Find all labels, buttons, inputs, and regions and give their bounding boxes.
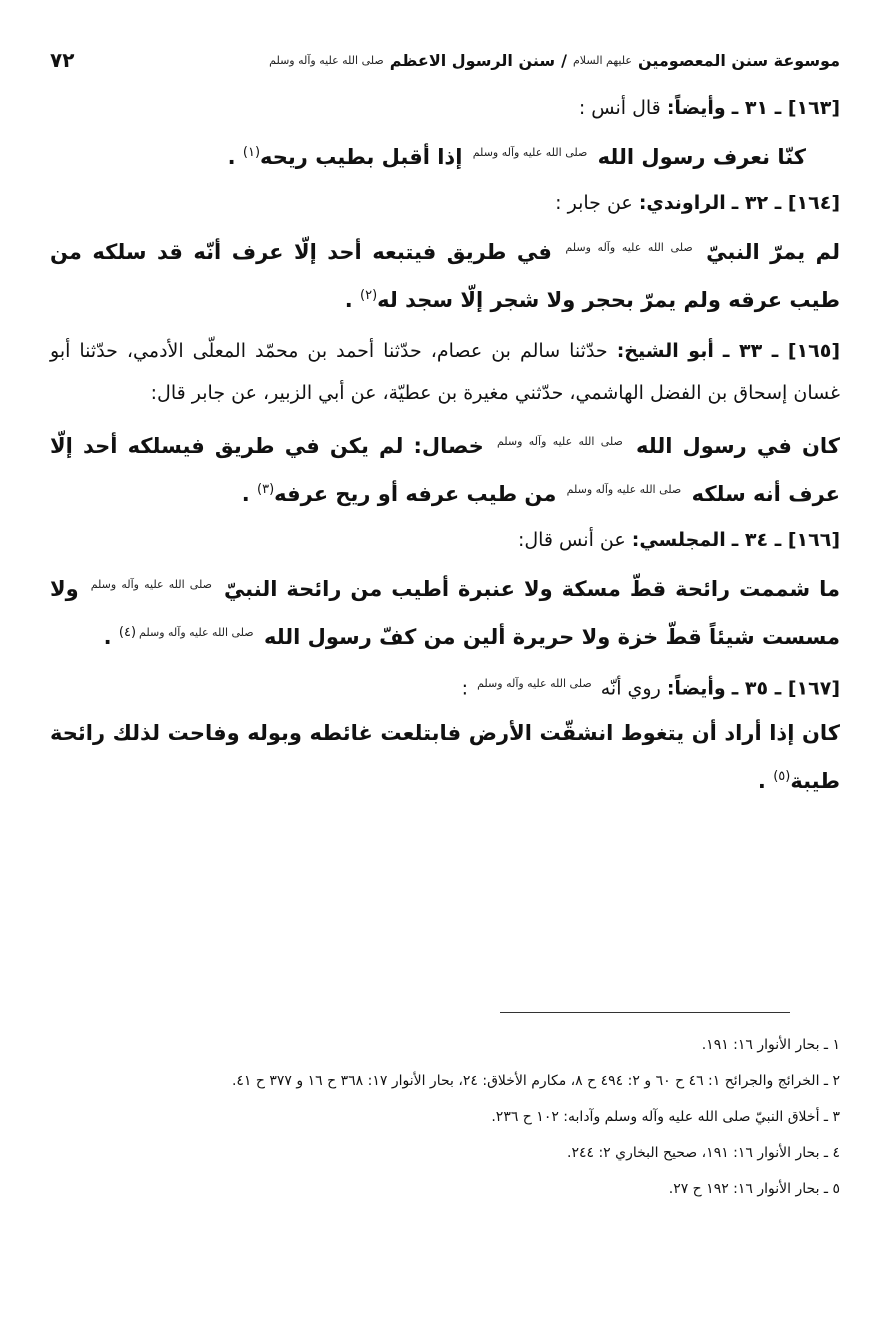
entry-number: [١٦٤] ـ ٣٢ ـ [731, 192, 840, 214]
hadith-text-part: كان إذا أراد أن يتغوط انشقّت الأرض فابتلعت غائطه وبوله وفاحت لذلك رائحة طيبة [50, 721, 840, 794]
entry-isnad: عن جابر : [555, 192, 633, 214]
footnote-ref: (١) [242, 145, 261, 160]
salawat-glyph: صلى الله عليه وآله وسلم [566, 483, 682, 496]
entry-number: [١٦٥] ـ ٣٣ ـ [722, 340, 841, 362]
footnote: ٥ ـ بحار الأنوار ١٦: ١٩٢ ح ٢٧. [668, 1181, 840, 1197]
footnote: ٣ ـ أخلاق النبيّ صلى الله عليه وآله وسلم وآدابه: ١٠٢ ح ٢٣٦. [491, 1109, 840, 1125]
hadith-text-part: ما شممت رائحة قطّ مسكة ولا عنبرة أطيب من رائحة النبيّ [223, 577, 841, 601]
hadith-text-part: لم يمرّ النبيّ [706, 240, 840, 264]
entry-source: الراوندي: [638, 192, 726, 214]
hadith-entry [50, 667, 840, 803]
entry-isnad: روي أنّه [600, 677, 661, 700]
volume-title: سنن الرسول الاعظم [389, 50, 556, 70]
entry-number: [١٦٧] ـ ٣٥ ـ [731, 677, 840, 700]
salawat-glyph: صلى الله عليه وآله وسلم [139, 626, 254, 639]
page-header [50, 40, 840, 80]
salawat-glyph: صلى الله عليه وآله وسلم [565, 241, 693, 254]
hadith-entry [50, 330, 840, 516]
entry-heading [50, 92, 840, 125]
entry-source: وأيضاً: [666, 97, 726, 119]
volume-honorific: صلى الله عليه وآله وسلم [269, 53, 384, 67]
hadith-text [50, 711, 840, 803]
entry-heading [50, 524, 840, 557]
entry-heading [50, 187, 840, 220]
entry-isnad: قال أنس : [578, 97, 661, 119]
hadith-text-part: كنّا نعرف رسول الله [597, 145, 806, 169]
salawat-glyph: صلى الله عليه وآله وسلم [90, 578, 212, 591]
hadith-text [50, 420, 840, 516]
sentence-end: . [757, 769, 766, 794]
hadith-text [50, 563, 840, 659]
hadith-entry [50, 92, 840, 179]
footnote: ٤ ـ بحار الأنوار ١٦: ١٩١، صحيح البخاري ٢: ٢٤٤. [566, 1145, 840, 1161]
entry-source: وأيضاً: [666, 677, 726, 700]
entry-isnad: عن أنس قال: [517, 529, 626, 551]
footnote-ref: (٥) [773, 769, 791, 785]
footnotes [50, 1030, 840, 1210]
hadith-text-part: خصال: لم يكن في طريق فيسلكه أحد إلّا عرف أنه سلكه [50, 434, 840, 506]
series-title: موسوعة سنن المعصومين [637, 50, 840, 70]
entry-heading [50, 667, 840, 705]
sentence-end: . [227, 145, 236, 169]
footnote-ref: (٣) [257, 482, 275, 497]
footnote-separator [500, 1012, 790, 1013]
sentence-end: . [344, 288, 353, 312]
entry-heading [50, 330, 840, 414]
hadith-entry [50, 187, 840, 322]
entry-source: أبو الشيخ: [616, 340, 714, 362]
salawat-glyph: صلى الله عليه وآله وسلم [472, 146, 588, 159]
hadith-entry [50, 524, 840, 659]
salawat-glyph: صلى الله عليه وآله وسلم [496, 435, 623, 448]
footnote-ref: (٤) [118, 625, 137, 640]
entry-source: المجلسي: [631, 529, 726, 551]
entry-number: [١٦٦] ـ ٣٤ ـ [731, 529, 840, 551]
hadith-text [50, 131, 806, 179]
page-body [50, 92, 840, 811]
hadith-text-part: كان في رسول الله [636, 434, 840, 458]
page-number: ٧٢ [50, 48, 75, 72]
hadith-text [50, 226, 840, 322]
footnote: ٢ ـ الخرائج والجرائح ١: ٤٦ ح ٦٠ و ٢: ٤٩٤ ح ٨، مكارم الأخلاق: ٢٤، بحار الأنوار ١٧: ٣٦٨ ح ١٦ و ٣٧٧ ح ٤١. [231, 1073, 840, 1089]
entry-number: [١٦٣] ـ ٣١ ـ [731, 97, 840, 119]
salawat-glyph: صلى الله عليه وآله وسلم [477, 677, 592, 690]
sentence-end: . [103, 625, 112, 649]
entry-isnad-end: : [461, 677, 469, 700]
hadith-text-part: من طيب عرفه أو ريح عرفه [274, 482, 557, 506]
hadith-text-part: إذا أقبل بطيب ريحه [260, 145, 463, 169]
footnote: ١ ـ بحار الأنوار ١٦: ١٩١. [701, 1037, 840, 1053]
hadith-text-part: في طريق فيتبعه أحد إلّا عرف أنّه قد سلكه من طيب عرقه ولم يمرّ بحجر ولا شجر إلّا سجد له [50, 240, 840, 312]
sentence-end: . [241, 482, 250, 506]
running-head [269, 51, 840, 70]
footnote-ref: (٢) [360, 288, 378, 303]
series-honorific: عليهم السلام [572, 53, 632, 67]
entry-isnad: حدّثنا سالم بن عصام، حدّثنا أحمد بن محمّد المعلّى الأدمي، حدّثنا أبو غسان إسحاق بن الفضل الهاشمي، حدّثني مغيرة بن عطيّة، عن أبي الزبير، عن جابر قال: [50, 340, 840, 404]
book-page [50, 30, 840, 1310]
header-separator: / [561, 50, 567, 70]
hadith-text-part: ولا مسست شيئاً قطّ خزة ولا حريرة ألين من كفّ رسول الله [50, 577, 840, 649]
